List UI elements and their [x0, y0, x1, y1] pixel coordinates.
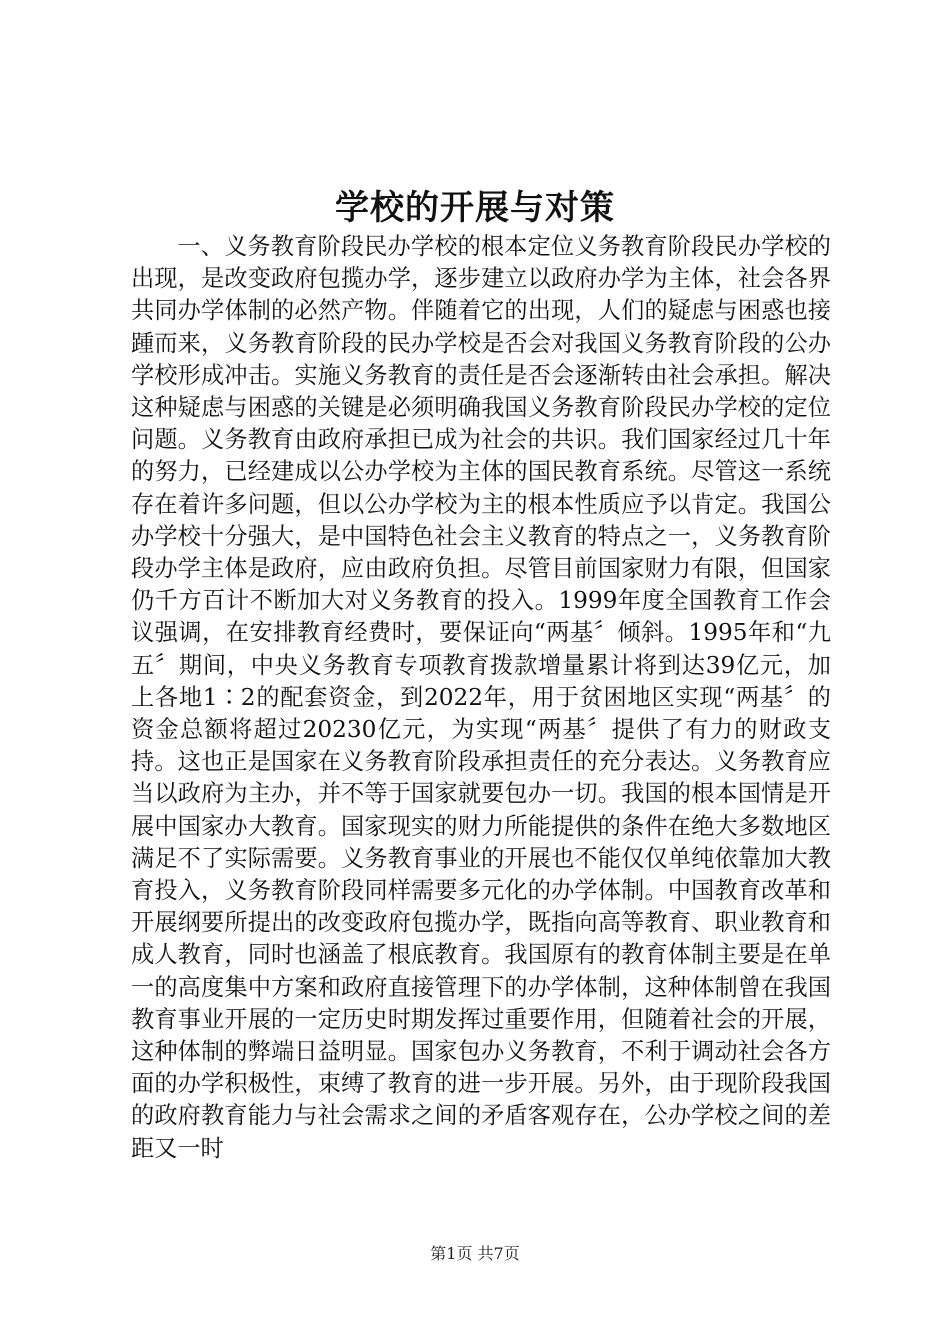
body-paragraph: 一、义务教育阶段民办学校的根本定位义务教育阶段民办学校的出现，是改变政府包揽办学，逐步建立以政府办学为主体，社会各界共同办学体制的必然产物。伴随着它的出现，人们的疑虑与困惑也接踵而来，义务教育阶段的民办学校是否会对我国义务教育阶段的公办学校形成冲击。实施义务教育的责任是否会逐渐转由社会承担。解决这种疑虑与困惑的关键是必须明确我国义务教育阶段民办学校的定位问题。义务教育由政府承担已成为社会的共识。我们国家经过几十年的努力，已经建成以公办学校为主体的国民教育系统。尽管这一系统存在着许多问题，但以公办学校为主的根本性质应予以肯定。我国公办学校十分强大，是中国特色社会主义教育的特点之一，义务教育阶段办学主体是政府，应由政府负担。尽管目前国家财力有限，但国家仍千方百计不断加大对义务教育的投入。1999年度全国教育工作会议强调，在安排教育经费时，要保证向“两基〞倾斜。1995年和“九五〞期间，中央义务教育专项教育拨款增量累计将到达39亿元，加上各地1∶2的配套资金，到2022年，用于贫困地区实现“两基〞的资金总额将超过20230亿元，为实现“两基〞提供了有力的财政支持。这也正是国家在义务教育阶段承担责任的充分表达。义务教育应当以政府为主办，并不等于国家就要包办一切。我国的根本国情是开展中国家办大教育。国家现实的财力所能提供的条件在绝大多数地区满足不了实际需要。义务教育事业的开展也不能仅仅单纯依靠加大教育投入，义务教育阶段同样需要多元化的办学体制。中国教育改革和开展纲要所提出的改变政府包揽办学，既指向高等教育、职业教育和成人教育，同时也涵盖了根底教育。我国原有的教育体制主要是在单一的高度集中方案和政府直接管理下的办学体制，这种体制曾在我国教育事业开展的一定历史时期发挥过重要作用，但随着社会的开展，这种体制的弊端日益明显。国家包办义务教育，不利于调动社会各方面的办学积极性，束缚了教育的进一步开展。另外，由于现阶段我国的政府教育能力与社会需求之间的矛盾客观存在，公办学校之间的差距又一时: [131, 233, 831, 1162]
page-indicator: 第1页 共7页: [430, 1244, 520, 1263]
document-title: 学校的开展与对策: [335, 188, 615, 228]
